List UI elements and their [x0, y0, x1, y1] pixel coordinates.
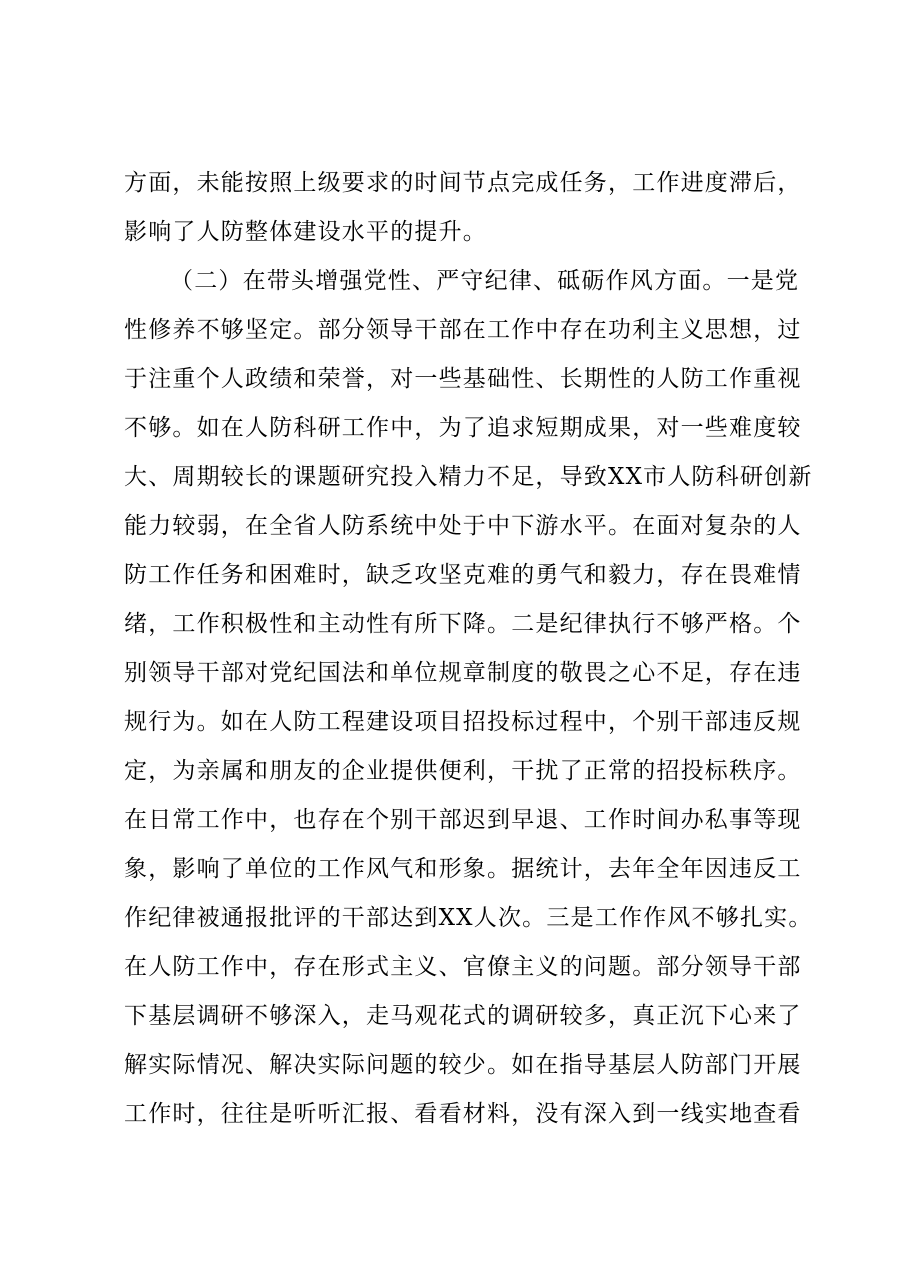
text-line: 定，为亲属和朋友的企业提供便利，干扰了正常的招投标秩序。 [124, 758, 802, 784]
text-line: 防工作任务和困难时，缺乏攻坚克难的勇气和毅力，存在畏难情 [124, 562, 802, 588]
text-line: 规行为。如在人防工程建设项目招投标过程中，个别干部违反规 [124, 709, 802, 735]
text-line: 在日常工作中，也存在个别干部迟到早退、工作时间办私事等现 [124, 807, 802, 833]
text-line: 能力较弱，在全省人防系统中处于中下游水平。在面对复杂的人 [124, 513, 802, 539]
text-line: 象，影响了单位的工作风气和形象。据统计，去年全年因违反工 [124, 856, 802, 882]
text-line: 别领导干部对党纪国法和单位规章制度的敬畏之心不足，存在违 [124, 660, 802, 686]
section-heading-line: （二）在带头增强党性、严守纪律、砥砺作风方面。一是党 [170, 268, 800, 294]
text-line: 于注重个人政绩和荣誉，对一些基础性、长期性的人防工作重视 [124, 366, 802, 392]
text-line: 解实际情况、解决实际问题的较少。如在指导基层人防部门开展 [124, 1052, 802, 1078]
text-line: 绪，工作积极性和主动性有所下降。二是纪律执行不够严格。个 [124, 611, 802, 637]
text-line: 影响了人防整体建设水平的提升。 [124, 219, 487, 245]
text-line: 在人防工作中，存在形式主义、官僚主义的问题。部分领导干部 [124, 954, 802, 980]
text-line: 作纪律被通报批评的干部达到XX人次。三是工作作风不够扎实。 [124, 905, 813, 931]
text-line: 大、周期较长的课题研究投入精力不足，导致XX市人防科研创新 [124, 464, 813, 490]
text-line: 性修养不够坚定。部分领导干部在工作中存在功利主义思想，过 [124, 317, 802, 343]
text-line: 工作时，往往是听听汇报、看看材料，没有深入到一线实地查看 [124, 1101, 802, 1127]
text-line: 不够。如在人防科研工作中，为了追求短期成果，对一些难度较 [124, 415, 802, 441]
text-line: 下基层调研不够深入，走马观花式的调研较多，真正沉下心来了 [124, 1003, 802, 1029]
text-line: 方面，未能按照上级要求的时间节点完成任务，工作进度滞后， [124, 170, 802, 196]
